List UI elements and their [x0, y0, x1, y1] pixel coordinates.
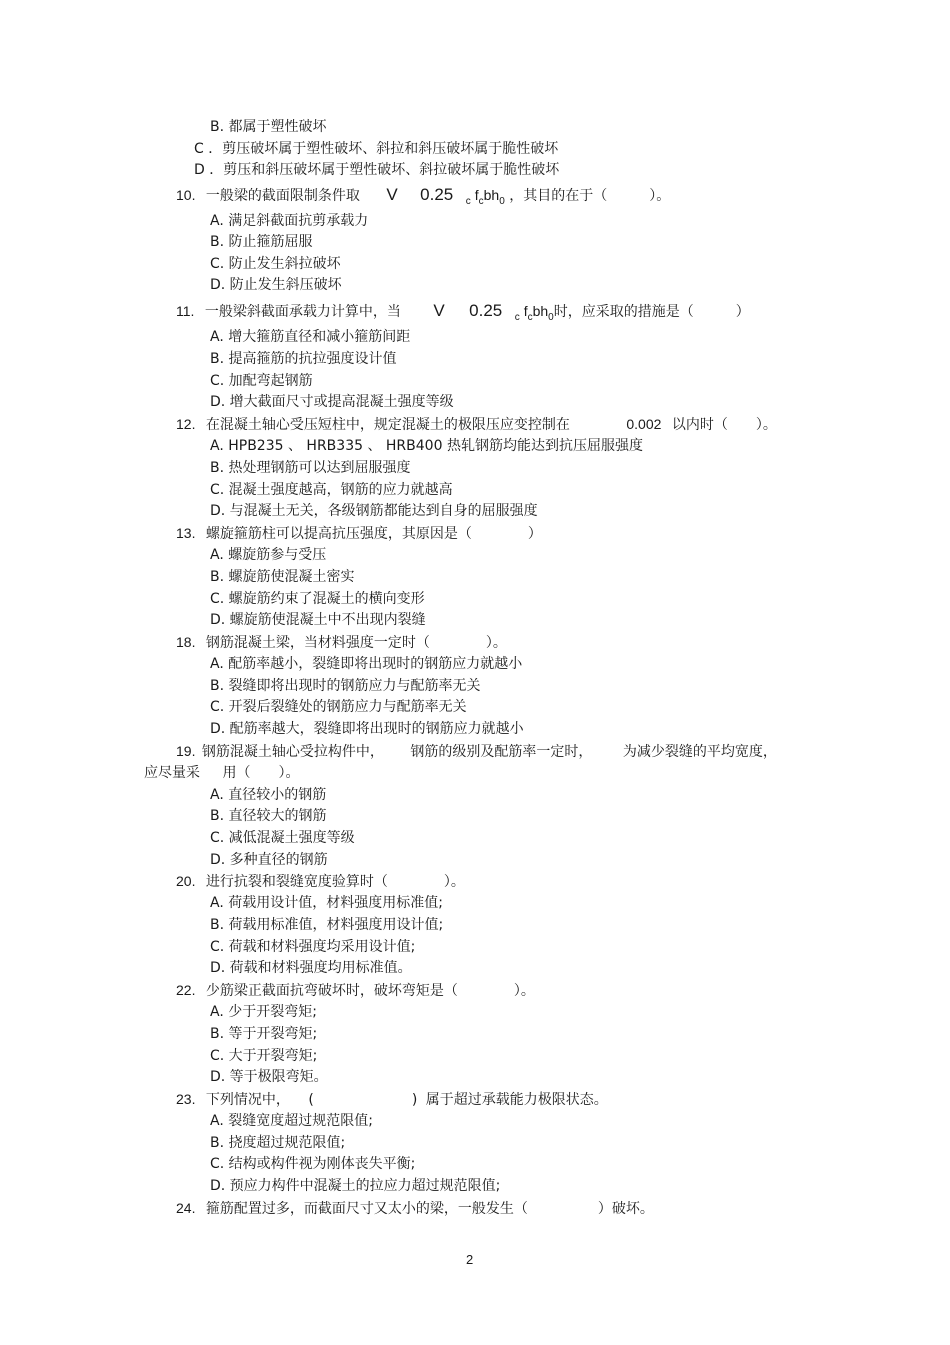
q9-option-d: D ．剪压和斜压破坏属于塑性破坏、斜拉破坏属于脆性破坏 [194, 162, 560, 178]
question-text-part2: 钢筋的级别及配筋率一定时， [410, 744, 593, 760]
question-number: 22. [176, 982, 196, 998]
question-text: 钢筋混凝土梁，当材料强度一定时（ ）。 [205, 635, 507, 651]
q10-option-b: B. 防止箍筋屈服 [210, 234, 313, 250]
q18-option-c: C. 开裂后裂缝处的钢筋应力与配筋率无关 [210, 699, 467, 715]
strain-value: 0.002 [626, 416, 662, 432]
question-text-part2: 属于超过承载能力极限状态。 [425, 1092, 608, 1108]
question-10 [176, 186, 670, 207]
question-text-end: 以内时（ ）。 [671, 417, 777, 433]
question-text-part4: 应尽量采 [144, 765, 200, 781]
formula-coefficient: 0.25 [469, 301, 503, 320]
question-text-part5: 用（ ）。 [222, 765, 300, 781]
question-number: 19. [176, 743, 196, 759]
q20-option-c: C. 荷载和材料强度均采用设计值; [210, 939, 416, 955]
question-text: 螺旋箍筋柱可以提高抗压强度，其原因是（ ） [205, 526, 542, 542]
question-text: 一般梁斜截面承载力计算中，当 [204, 304, 401, 320]
question-24 [176, 1199, 654, 1218]
q23-option-d: D. 预应力构件中混凝土的拉应力超过规范限值; [210, 1178, 501, 1194]
question-text: 一般梁的截面限制条件取 [205, 188, 360, 204]
formula-coefficient: 0.25 [420, 185, 454, 204]
formula-f: f [474, 187, 479, 203]
formula-beta-c: c [465, 196, 471, 207]
question-number: 20. [176, 873, 196, 889]
question-18 [176, 633, 507, 652]
answer-blank: ( ) [308, 1092, 418, 1108]
question-number: 24. [176, 1200, 196, 1216]
question-text-part1: 下列情况中， [205, 1092, 290, 1108]
q12-option-a: A. HPB235 、 HRB335 、 HRB400 热轧钢筋均能达到抗压屈服强度 [210, 438, 643, 454]
q10-option-c: C. 防止发生斜拉破坏 [210, 256, 341, 272]
q12-option-b: B. 热处理钢筋可以达到屈服强度 [210, 460, 411, 476]
question-text: 在混凝土轴心受压短柱中，规定混凝土的极限压应变控制在 [205, 417, 570, 433]
q23-option-a: A. 裂缝宽度超过规范限值; [210, 1113, 373, 1129]
question-11 [176, 302, 750, 323]
question-number: 13. [176, 525, 196, 541]
question-text-end: 时，应采取的措施是（ ） [553, 304, 750, 320]
q10-option-a: A. 满足斜截面抗剪承载力 [210, 213, 369, 229]
q11-option-c: C. 加配弯起钢筋 [210, 373, 313, 389]
q19-option-d: D. 多种直径的钢筋 [210, 852, 328, 868]
q12-option-d: D. 与混凝土无关，各级钢筋都能达到自身的屈服强度 [210, 503, 538, 519]
q10-option-d: D. 防止发生斜压破坏 [210, 277, 342, 293]
formula-zero-subscript: 0 [499, 196, 505, 207]
formula-v: V [386, 185, 398, 204]
formula-v: V [433, 301, 445, 320]
question-text-end: ，其目的在于（ ）。 [509, 188, 671, 204]
formula-f: f [523, 303, 528, 319]
q22-option-a: A. 少于开裂弯矩; [210, 1004, 317, 1020]
q9-option-c: C ．剪压破坏属于塑性破坏、斜拉和斜压破坏属于脆性破坏 [194, 141, 559, 157]
q13-option-b: B. 螺旋筋使混凝土密实 [210, 569, 355, 585]
q23-option-b: B. 挠度超过规范限值; [210, 1135, 346, 1151]
question-text: 进行抗裂和裂缝宽度验算时（ ）。 [205, 874, 465, 890]
q11-option-b: B. 提高箍筋的抗拉强度设计值 [210, 351, 397, 367]
q19-option-a: A. 直径较小的钢筋 [210, 787, 327, 803]
q13-option-c: C. 螺旋筋约束了混凝土的横向变形 [210, 591, 425, 607]
page-number: 2 [466, 1252, 474, 1267]
q11-option-a: A. 增大箍筋直径和减小箍筋间距 [210, 329, 411, 345]
question-text: 少筋梁正截面抗弯破坏时，破坏弯矩是（ ）。 [205, 983, 535, 999]
question-12 [176, 415, 777, 434]
formula-bh: bh [532, 303, 549, 319]
formula-bh: bh [483, 187, 500, 203]
formula-beta-c: c [514, 312, 520, 323]
question-number: 23. [176, 1091, 196, 1107]
q20-option-a: A. 荷载用设计值，材料强度用标准值; [210, 895, 443, 911]
question-text-part1: 钢筋混凝土轴心受拉构件中， [201, 744, 384, 760]
question-19 [176, 742, 777, 761]
question-13 [176, 524, 542, 543]
question-number: 18. [176, 634, 196, 650]
question-number: 11. [176, 303, 195, 319]
q22-option-d: D. 等于极限弯矩。 [210, 1069, 328, 1085]
q19-option-c: C. 减低混凝土强度等级 [210, 830, 355, 846]
q20-option-d: D. 荷载和材料强度均用标准值。 [210, 960, 412, 976]
question-23 [176, 1090, 608, 1109]
q13-option-d: D. 螺旋筋使混凝土中不出现内裂缝 [210, 612, 426, 628]
q18-option-b: B. 裂缝即将出现时的钢筋应力与配筋率无关 [210, 678, 481, 694]
q11-option-d: D. 增大截面尺寸或提高混凝土强度等级 [210, 394, 454, 410]
q12-option-c: C. 混凝土强度越高，钢筋的应力就越高 [210, 482, 453, 498]
question-text-part3: 为减少裂缝的平均宽度， [622, 744, 777, 760]
q23-option-c: C. 结构或构件视为刚体丧失平衡; [210, 1156, 416, 1172]
formula-zero-subscript: 0 [548, 312, 554, 323]
q22-option-c: C. 大于开裂弯矩; [210, 1048, 318, 1064]
q18-option-d: D. 配筋率越大，裂缝即将出现时的钢筋应力就越小 [210, 721, 524, 737]
q20-option-b: B. 荷载用标准值，材料强度用设计值; [210, 917, 444, 933]
q18-option-a: A. 配筋率越小，裂缝即将出现时的钢筋应力就越小 [210, 656, 523, 672]
q9-option-b: B. 都属于塑性破坏 [210, 119, 327, 135]
question-text: 箍筋配置过多，而截面尺寸又太小的梁，一般发生（ ）破坏。 [205, 1201, 654, 1217]
q19-option-b: B. 直径较大的钢筋 [210, 808, 327, 824]
question-19-continued [144, 764, 299, 782]
question-number: 10. [176, 187, 196, 203]
formula-c-subscript: c [527, 312, 533, 323]
question-20 [176, 872, 465, 891]
q13-option-a: A. 螺旋筋参与受压 [210, 547, 327, 563]
q22-option-b: B. 等于开裂弯矩; [210, 1026, 318, 1042]
question-number: 12. [176, 416, 196, 432]
formula-c-subscript: c [478, 196, 484, 207]
question-22 [176, 981, 535, 1000]
